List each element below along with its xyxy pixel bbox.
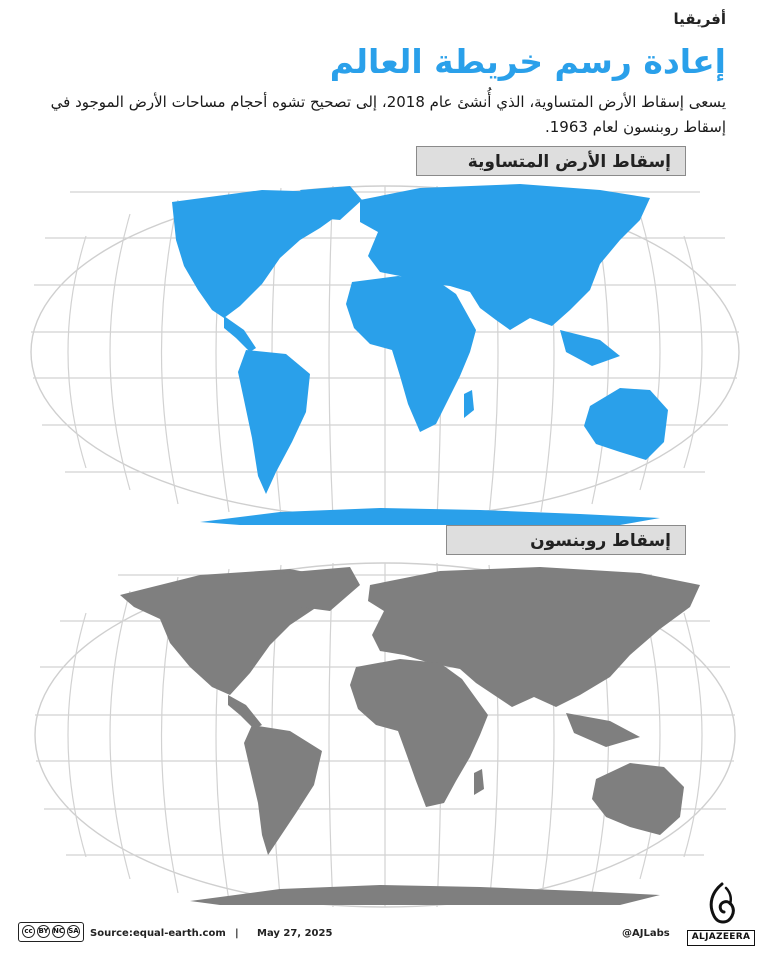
antarctica bbox=[190, 885, 660, 905]
social-handle[interactable]: @AJLabs bbox=[622, 928, 670, 939]
africa bbox=[350, 659, 488, 807]
australia bbox=[592, 763, 684, 835]
equal-earth-map bbox=[0, 180, 770, 525]
aljazeera-wordmark: ALJAZEERA bbox=[687, 930, 755, 946]
equal-earth-label: إسقاط الأرض المتساوية bbox=[416, 146, 686, 176]
robinson-label: إسقاط روبنسون bbox=[446, 525, 686, 555]
nc-icon: NC bbox=[52, 925, 65, 938]
madagascar bbox=[464, 390, 474, 418]
cc-icon: cc bbox=[22, 925, 35, 938]
sa-icon: SA bbox=[67, 925, 80, 938]
antarctica bbox=[200, 508, 660, 525]
equal-earth-land bbox=[172, 184, 668, 525]
description: يسعى إسقاط الأرض المتساوية، الذي أُنشئ عام 2018، إلى تصحيح تشوه أحجام مساحات الأرض الموجود في إسقاط روبنسون لعام 1963. bbox=[50, 93, 726, 136]
robinson-land bbox=[120, 567, 700, 905]
kicker-region: أفريقيا bbox=[673, 10, 726, 28]
central-america bbox=[224, 316, 256, 352]
publish-date: May 27, 2025 bbox=[257, 928, 333, 939]
by-icon: BY bbox=[37, 925, 50, 938]
aljazeera-logo-icon bbox=[702, 882, 742, 928]
australia bbox=[584, 388, 668, 460]
southeast-asia bbox=[560, 330, 620, 366]
footer-separator: | bbox=[235, 928, 239, 939]
cc-license-badge bbox=[18, 922, 84, 942]
southeast-asia bbox=[566, 713, 640, 747]
africa bbox=[346, 276, 476, 432]
central-america bbox=[228, 695, 262, 729]
source-label: Source: bbox=[90, 928, 133, 939]
page-title: إعادة رسم خريطة العالم bbox=[329, 42, 726, 81]
madagascar bbox=[474, 769, 484, 795]
source-link[interactable]: equal-earth.com bbox=[133, 928, 226, 939]
south-america bbox=[244, 725, 322, 855]
robinson-map bbox=[0, 555, 770, 915]
